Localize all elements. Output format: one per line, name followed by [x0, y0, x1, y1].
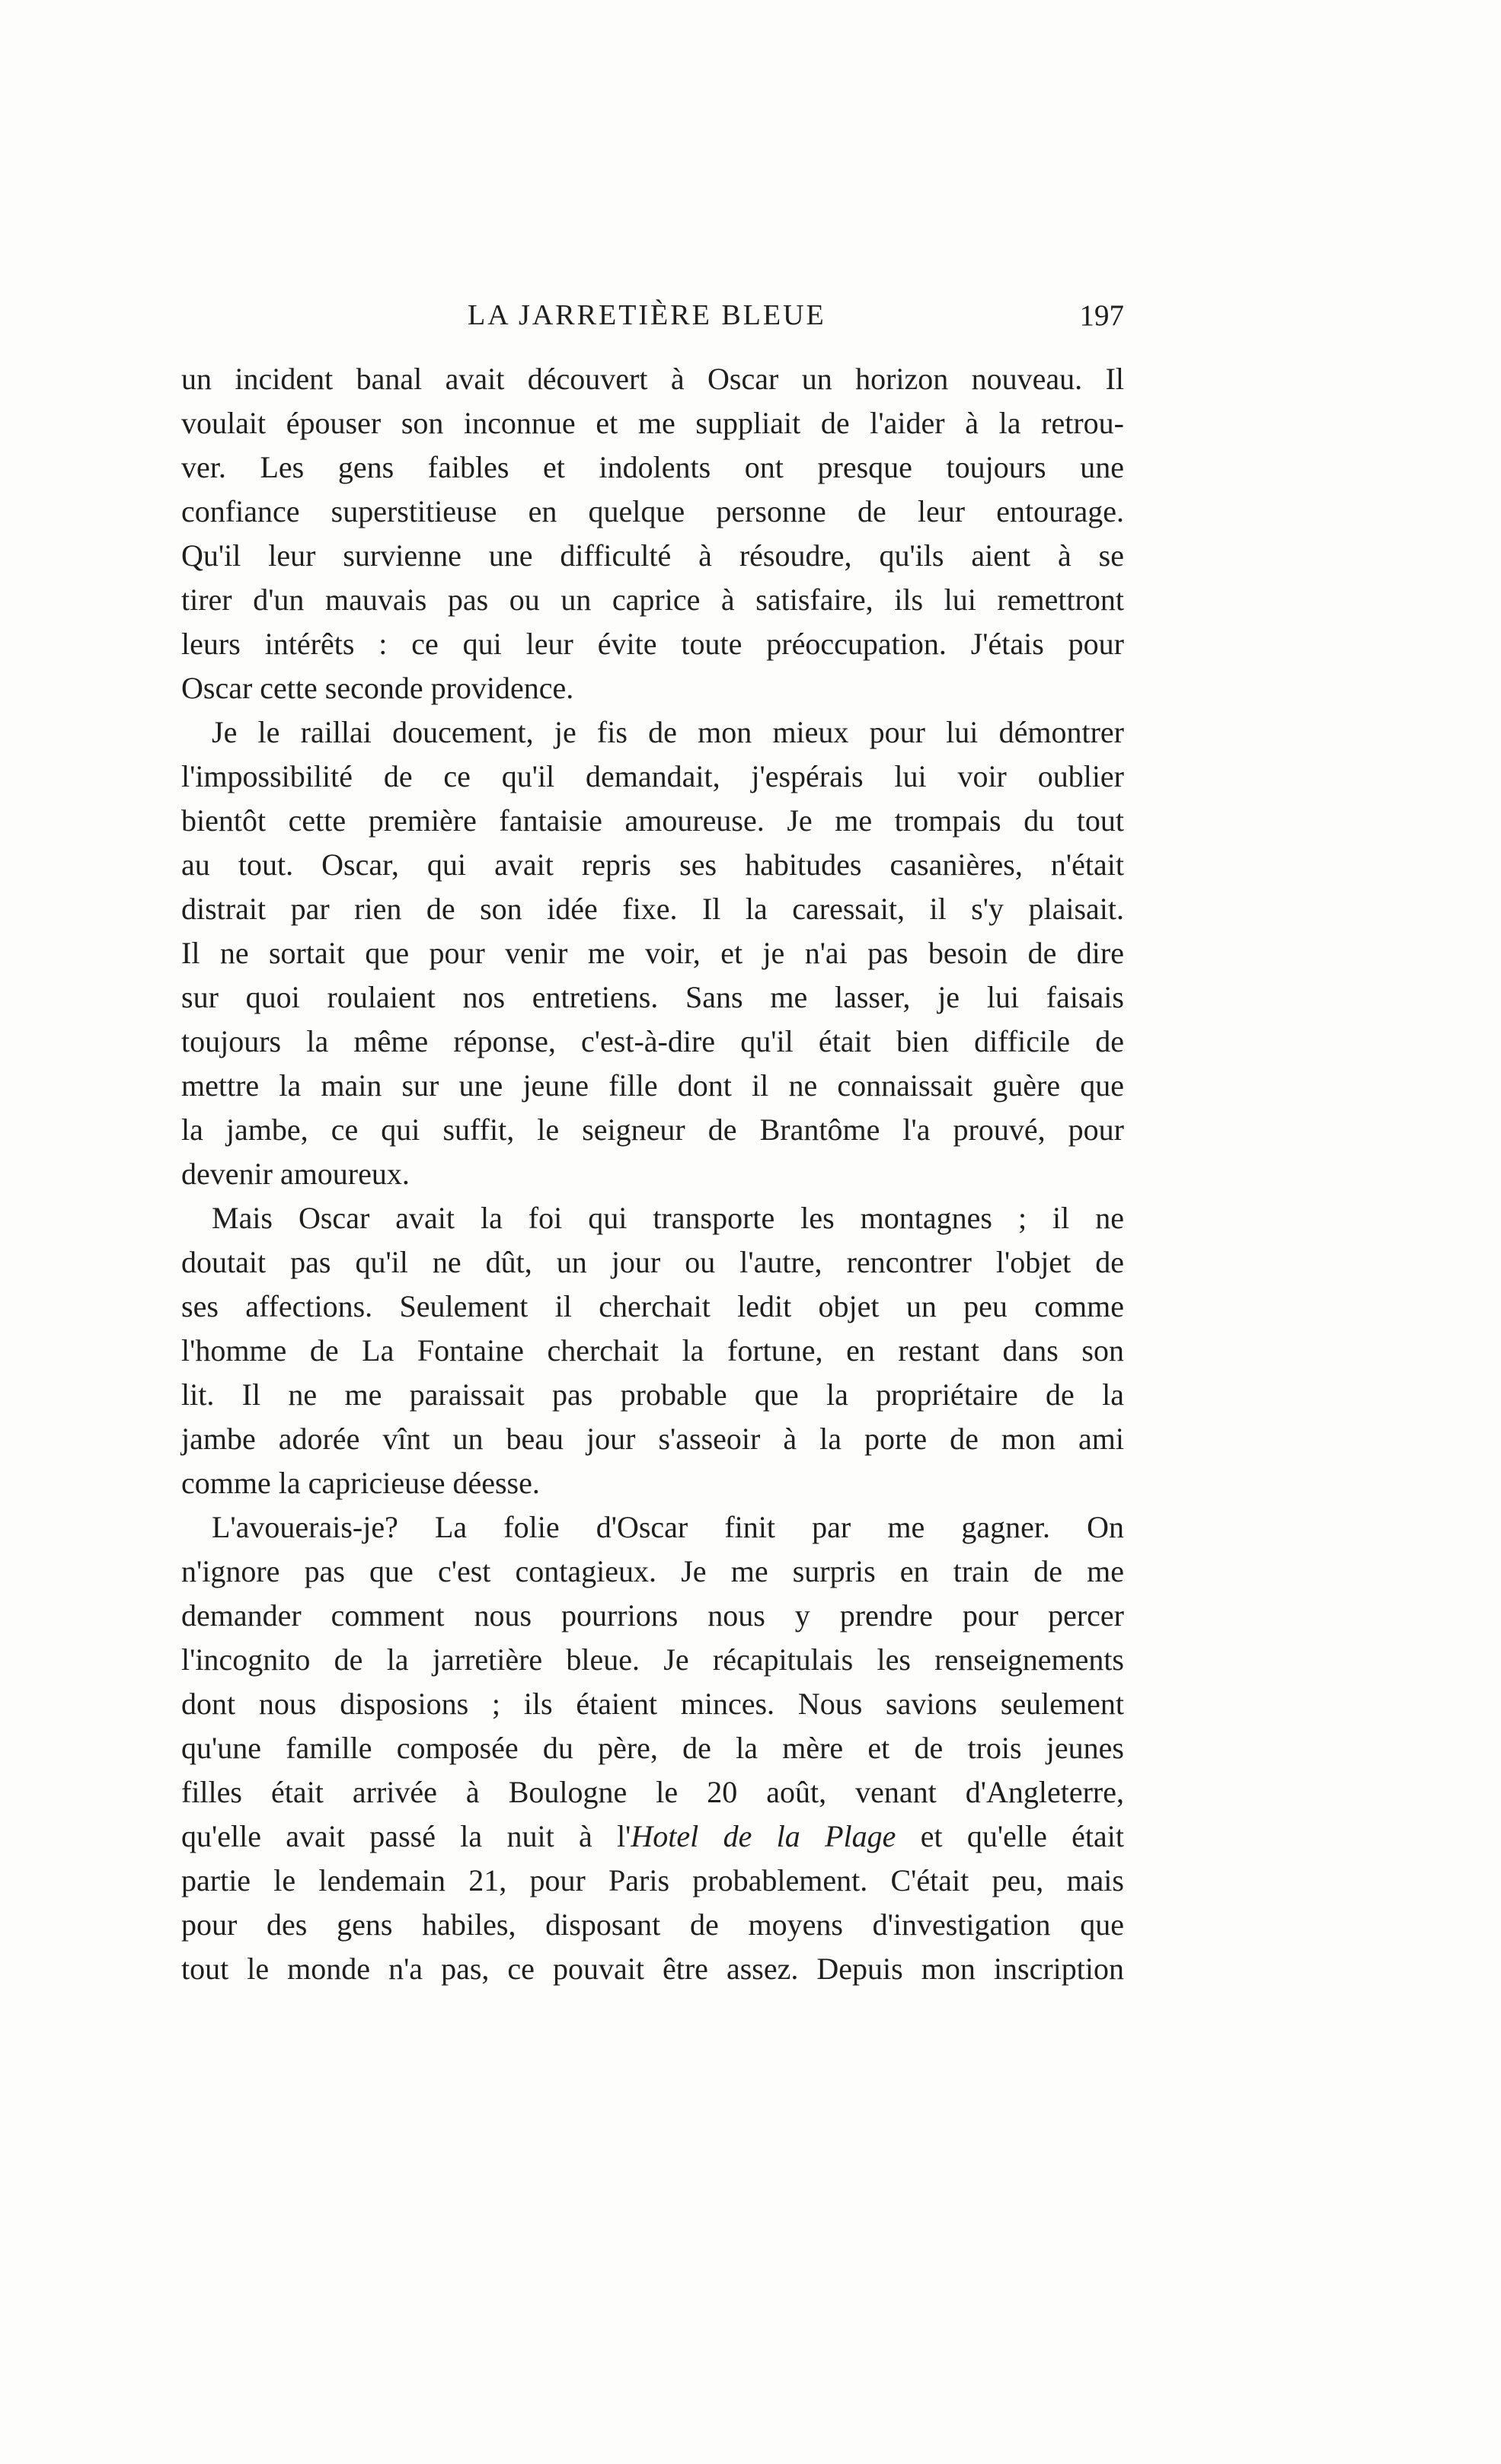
text-line: l'homme de La Fontaine cherchait la fortune, en restant dans son: [181, 1333, 1124, 1368]
body-text: [181, 357, 1124, 1991]
text-line: sur quoi roulaient nos entretiens. Sans me lasser, je lui faisais: [181, 980, 1124, 1014]
paragraph-3: [181, 1196, 1124, 1505]
paragraph-4: [181, 1505, 1124, 1991]
text-line: pour des gens habiles, disposant de moyens d'investigation que: [181, 1907, 1124, 1942]
text-line: doutait pas qu'il ne dût, un jour ou l'autre, rencontrer l'objet de: [181, 1245, 1124, 1279]
text-line: leurs intérêts : ce qui leur évite toute préoccupation. J'étais pour: [181, 627, 1124, 661]
running-title: LA JARRETIÈRE BLEUE: [468, 299, 826, 331]
text-line: jambe adorée vînt un beau jour s'asseoir à la porte de mon ami: [181, 1422, 1124, 1456]
text-line: qu'une famille composée du père, de la mère et de trois jeunes: [181, 1731, 1124, 1765]
text-line: bientôt cette première fantaisie amoureuse. Je me trompais du tout: [181, 803, 1124, 838]
text-line: n'ignore pas que c'est contagieux. Je me surpris en train de me: [181, 1554, 1124, 1588]
text-line: comme la capricieuse déesse.: [181, 1466, 540, 1500]
text-line: Mais Oscar avait la foi qui transporte les montagnes ; il ne: [212, 1201, 1124, 1235]
text-line: au tout. Oscar, qui avait repris ses habitudes casanières, n'était: [181, 847, 1124, 882]
text-line: ses affections. Seulement il cherchait ledit objet un peu comme: [181, 1289, 1124, 1323]
text-line: demander comment nous pourrions nous y prendre pour percer: [181, 1598, 1124, 1633]
text-line-with-italic: [181, 1814, 1124, 1859]
text-line: toujours la même réponse, c'est-à-dire qu'il était bien difficile de: [181, 1024, 1124, 1058]
line-segment: qu'elle avait passé la nuit à l': [181, 1819, 631, 1853]
page-number: 197: [1079, 299, 1124, 332]
running-head: [181, 298, 1124, 337]
text-line: tirer d'un mauvais pas ou un caprice à satisfaire, ils lui remettront: [181, 582, 1124, 617]
paragraph-2: [181, 710, 1124, 1196]
paragraph-1: [181, 357, 1124, 710]
text-line: lit. Il ne me paraissait pas probable que la propriétaire de la: [181, 1377, 1124, 1412]
text-line: l'impossibilité de ce qu'il demandait, j'espérais lui voir oublier: [181, 759, 1124, 793]
text-line: filles était arrivée à Boulogne le 20 août, venant d'Angleterre,: [181, 1775, 1124, 1809]
text-line: partie le lendemain 21, pour Paris probablement. C'était peu, mais: [181, 1863, 1124, 1897]
text-line: L'avouerais-je? La folie d'Oscar finit par me gagner. On: [212, 1510, 1124, 1544]
text-line: Je le raillai doucement, je fis de mon mieux pour lui démontrer: [212, 715, 1124, 749]
text-line: dont nous disposions ; ils étaient minces. Nous savions seulement: [181, 1687, 1124, 1721]
text-line: Oscar cette seconde providence.: [181, 671, 574, 705]
text-line: tout le monde n'a pas, ce pouvait être assez. Depuis mon inscription: [181, 1952, 1124, 1986]
text-line: devenir amoureux.: [181, 1157, 410, 1191]
italic-hotel-name: Hotel de la Plage: [631, 1819, 896, 1853]
text-line: la jambe, ce qui suffit, le seigneur de Brantôme l'a prouvé, pour: [181, 1112, 1124, 1147]
text-line: l'incognito de la jarretière bleue. Je récapitulais les renseignements: [181, 1642, 1124, 1677]
text-line: un incident banal avait découvert à Oscar un horizon nouveau. Il: [181, 362, 1124, 396]
text-line: voulait épouser son inconnue et me suppliait de l'aider à la retrou-: [181, 406, 1124, 440]
text-line: mettre la main sur une jeune fille dont il ne connaissait guère que: [181, 1068, 1124, 1103]
text-line: Qu'il leur survienne une difficulté à résoudre, qu'ils aient à se: [181, 538, 1124, 573]
text-line: ver. Les gens faibles et indolents ont presque toujours une: [181, 450, 1124, 484]
text-line: distrait par rien de son idée fixe. Il la caressait, il s'y plaisait.: [181, 892, 1124, 926]
text-line: confiance superstitieuse en quelque personne de leur entourage.: [181, 494, 1124, 528]
line-segment: et qu'elle était: [896, 1819, 1125, 1853]
text-line: Il ne sortait que pour venir me voir, et je n'ai pas besoin de dire: [181, 936, 1124, 970]
